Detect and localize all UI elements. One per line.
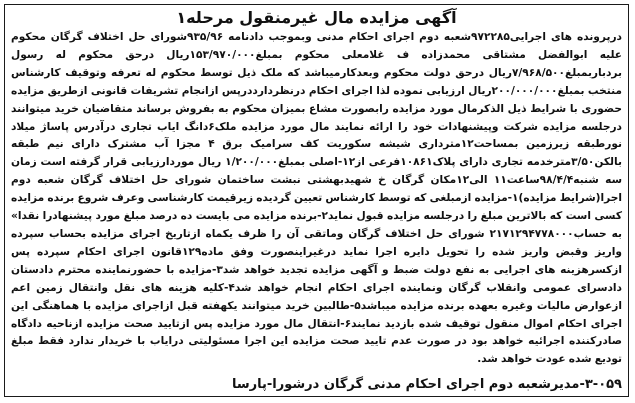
notice-title: آگهی مزایده مال غیرمنقول مرحله۱ bbox=[176, 8, 457, 27]
notice-body: درپرونده های اجرایی۹۷۲۲۸۵شعبه دوم اجرای احکام مدنی وبموجب دادنامه ۹۳۵/۹۶شورای حل اختلاف گرگان محکوم علیه ابوالفضل مشتاقی محمدزاده ف غلامعلی محکوم بمبلغ۱۵۳/۹۷۰/۰۰۰ریال درحق محکوم له رسول بردباربمبلغ۷/۹۶۸/۵۰۰ریال درحق دولت محکوم وبعدکارمیباشد که ملک ذیل توسط محکوم له تعرفه وتوقیف کارشناس منتخب بمبلغ۲۰۰/۰۰۰/۰۰۰ریال ارزیابی نموده لذا اجرای احکام درنظردارددرپس ازانجام تشریفات قانونی ازطریق مزایده حضوری با شرایط ذیل الذکرمال مورد مزایده رابصورت مشاع بمیزان محکوم به بفروش برساند متقاضیان خرید میتوانند درجلسه مزایده شرکت وپیشنهادات خود را ارائه نمایند مال مورد مزایده ملک۶دانگ ایاب تجاری درآدرس پاساژ میلاد نورطبقه زیرزمین بمساحت۱۲مترداری شیشه سکوریت کف سرامیک برق ۴ مجزا آب مشترک دارای نیم طبقه بالکن۳/۵۰مترخدمه تجاری دارای پلاک۱۰۸۶۱فرعی از۱۲-اصلی بمبلغ۱/۲۰۰/۰۰۰ ریال موردارزیابی قرار گرفته است زمان سه شنبه۹۸/۴/۴ساعت۱۱ الی۱۲مکان گرگان خ شهیدبهشتی نبشت ساختمان شورای حل اختلاف گرگان شعبه دوم اجرا(شرایط مزایده)۱-مزایده ازمبلغی که توسط کارشناس تعیین گردیده زیرقیمت کارشناسی وعرف شروع برنده مزایده کسی است که بالاترین مبلغ را درجلسه مزایده قبول نماید۲-برنده مزایده می بایست ده درصد مبلغ مورد پیشنهادرا نقدا» به حساب۲۱۷۱۲۹۴۷۷۸۰۰۰ شورای حل اختلاف گرگان وماتقی آن را ظرف یکماه ازتاریخ اجرای مزایده بحساب سپرده واریز وقبض واریز شده را تحویل دایره اجرا نماید درغیراینصورت وفق ماده۱۲۹قانون اجرای احکام سپرده پس ازکسرهزینه های اجرایی به نفع دولت ضبط و آگهی مزایده تجدید خواهد شد۳-مزایده با حضورنماینده محترم دادستان دادسرای عمومی وانقلاب گرگان ونماینده اجرای احکام انجام خواهد شد۴-کلیه هزینه های نقل وانتقال زمین اعم ازعوارض مالیات وغیره بعهده برنده مزایده میباشد۵-طالبین خرید میتوانند یکهفته قبل ازاجرای مزایده با هماهنگی این اجرای احکام اموال منقول توقیف شده بازدید نمایند۶-انتقال مال مورد مزایده پس ازتایید صحت مزایده ازناحیه دادگاه صادرکننده اجرائیه خواهد بود در صورت عدم تایید صحت مزایده این اجرا مسئولیتی درایاب با خریدار ندارد فقط مبلغ تودیع شده عودت خواهد شد. bbox=[11, 31, 623, 366]
notice-signature: ۳-۰۵۹-مدیرشعبه دوم اجرای احکام مدنی گرگان درشورا-پارسا bbox=[231, 377, 622, 392]
auction-notice bbox=[4, 4, 629, 397]
